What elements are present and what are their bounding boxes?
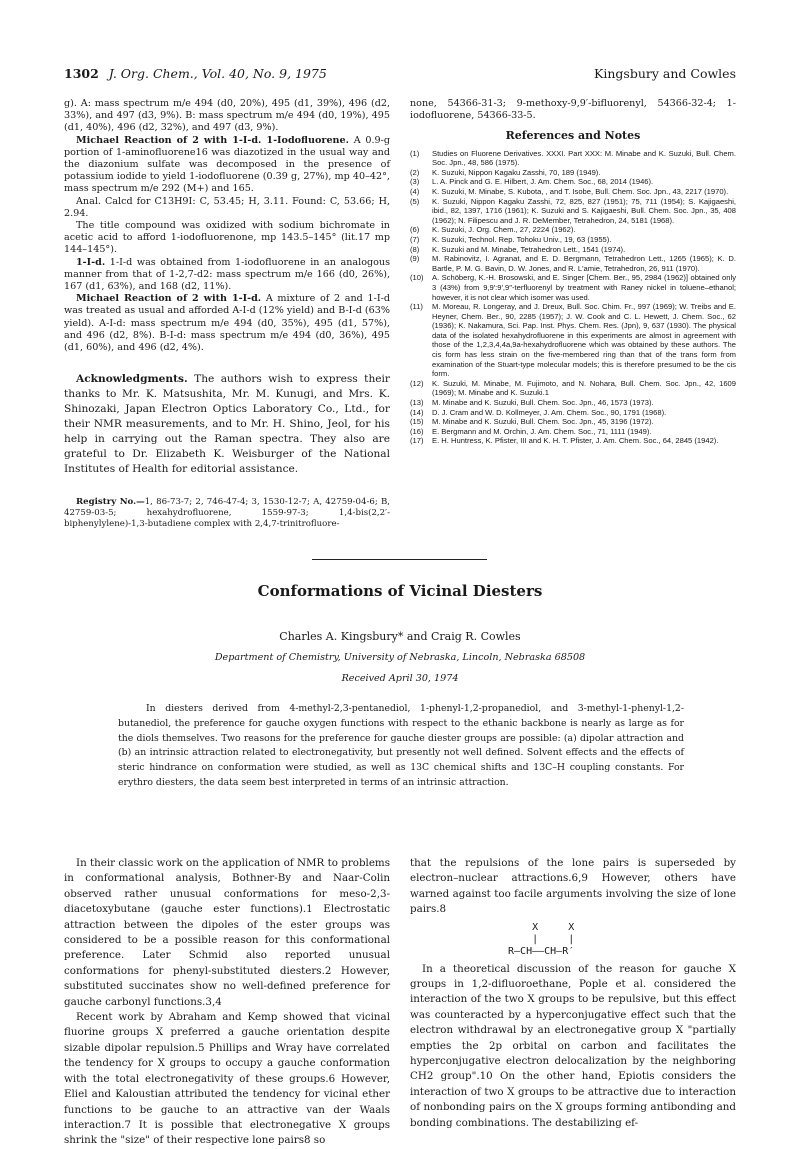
reference-number: (15) <box>410 417 424 427</box>
reference-item <box>410 417 736 427</box>
reference-text: L. A. Pinck and G. E. Hilbert, J. Am. Chem. Soc., 68, 2014 (1946). <box>432 177 654 187</box>
reference-item <box>410 398 736 408</box>
running-authors: Kingsbury and Cowles <box>594 66 736 81</box>
reference-item <box>410 408 736 418</box>
reference-number: (12) <box>410 378 424 388</box>
reference-item <box>410 254 736 273</box>
reference-number: (11) <box>410 302 423 312</box>
body-paragraph: Recent work by Abraham and Kemp showed that vicinal fluorine groups X preferred a gauche orientation despite sizable dipolar repulsion.5 Phillips and Wray have correlated the tendency for X groups to occupy a gauche conformation with the total electronegativity of these groups.6 However, Eliel and Kaloustian attributed the tendency for vicinal ether functions to be gauche to an attractive van der Waals interaction.7 It is possible that electronegative X groups shrink the "size" of their respective lone pairs8 so <box>64 1011 390 1147</box>
reference-item <box>410 225 736 235</box>
top-right-column <box>410 98 736 446</box>
reference-item <box>410 379 736 398</box>
running-header <box>64 66 736 86</box>
reference-text: D. J. Cram and W. D. Kollmeyer, J. Am. Chem. Soc., 90, 1791 (1968). <box>432 407 667 417</box>
acknowledgments: Acknowledgments. The authors wish to express their thanks to Mr. K. Matsushita, Mr. M. Kunugi, and Mrs. K. Shinozaki, Japan Electron Optics Laboratory Co., Ltd., for their NMR measurements, and to Mr. H. Shino, Jeol, for his help in carrying out the Raman spectra. They also are grateful to Dr. Elizabeth K. Weisburger of the National Institutes of Health for editorial assistance. <box>64 373 390 476</box>
deuterated-paragraph: 1-I-d. 1-I-d was obtained from 1-iodofluorene in an analogous manner from that of 1-2,7-d2: mass spectrum m/e 166 (d0, 26%), 167 (d1, 63%), and 168 (d2, 11%). <box>64 256 390 293</box>
body-paragraph: In their classic work on the application of NMR to problems in conformational analysis, Bothner-By and Naar-Colin observed rather unusual conformations for meso-2,3-diacetoxybutane (gauche ester functions).1 Electrostatic attraction between the dipoles of the ester groups was considered to be a possible reason for this conformational preference. Later Schmid also reported unusual conformations for phenyl-substituted diesters.2 However, substituted succinates show no well-defined preference for gauche carbonyl functions.3,4 <box>64 857 390 1008</box>
registry-continuation: none, 54366-31-3; 9-methoxy-9,9′-bifluorenyl, 54366-32-4; 1-iodofluorene, 54366-33-5. <box>410 98 736 122</box>
body-paragraph: that the repulsions of the lone pairs is superseded by electron–nuclear attractions.6,9 However, others have warned against too facile arguments involving the size of lone pairs.8 <box>410 857 736 916</box>
body-right-column <box>410 856 736 1131</box>
analysis-paragraph: Anal. Calcd for C13H9I: C, 53.45; H, 3.11. Found: C, 53.66; H, 2.94. <box>64 195 390 219</box>
registry-numbers: Registry No.—1, 86-73-7; 2, 746-47-4; 3, 1530-12-7; A, 42759-04-6; B, 42759-03-5; hexahydrofluorene, 1559-97-3; 1,4-bis(2,2′-biphenylylene)-1,3-butadiene complex with 2,4,7-trinitrofluore- <box>64 497 390 530</box>
reference-number: (7) <box>410 234 420 244</box>
top-left-column <box>64 98 390 530</box>
body-paragraph: In a theoretical discussion of the reason for gauche X groups in 1,2-difluoroethane, Pople et al. considered the interaction of the two X groups to be repulsive, but this effect was counteracted by a hyperconjugative effect such that the electron withdrawal by an electronegative group X "partially empties the 2p orbital on carbon and facilitates the hyperconjugative electron delocalization by the neighboring CH2 group".10 On the other hand, Epiotis considers the interaction of two X groups to be attractive due to interaction of nonbonding pairs on the X groups forming antibonding and bonding combinations. The destabilizing ef- <box>410 962 736 1129</box>
chemical-structure: X X | | R—CH——CH—R′ <box>508 921 575 957</box>
body-left-column <box>64 856 390 1149</box>
reference-number: (16) <box>410 426 424 436</box>
michael-reaction-paragraph: Michael Reaction of 2 with 1-I-d. A mixture of 2 and 1-I-d was treated as usual and afforded A-I-d (12% yield) and B-I-d (63% yield). A-I-d: mass spectrum m/e 494 (d0, 35%), 495 (d1, 57%), and 496 (d2, 8%). B-I-d: mass spectrum m/e 494 (d0, 36%), 495 (d1, 60%), and 496 (d2, 4%). <box>64 293 390 354</box>
affiliation: Department of Chemistry, University of Nebraska, Lincoln, Nebraska 68508 <box>214 652 586 663</box>
received-date: Received April 30, 1974 <box>341 673 459 684</box>
journal-citation: J. Org. Chem., Vol. 40, No. 9, 1975 <box>108 66 327 81</box>
reference-text: K. Suzuki, Nippon Kagaku Zasshi, 70, 189 (1949). <box>432 167 601 177</box>
reference-item <box>410 177 736 187</box>
section-divider <box>312 559 487 560</box>
reference-item <box>410 427 736 437</box>
reference-number: (17) <box>410 436 424 446</box>
oxidation-paragraph: The title compound was oxidized with sodium bichromate in acetic acid to afford 1-iodofluorenone, mp 143.5–145° (lit.17 mp 144–145°). <box>64 220 390 256</box>
reference-item <box>410 235 736 245</box>
reference-number: (8) <box>410 244 420 254</box>
reference-number: (14) <box>410 407 424 417</box>
references-heading: References and Notes <box>505 129 641 143</box>
reference-number: (10) <box>410 273 424 283</box>
reference-number: (6) <box>410 225 420 235</box>
spectrum-paragraph: g). A: mass spectrum m/e 494 (d0, 20%), 495 (d1, 39%), 496 (d2, 33%), and 497 (d3, 9%). B: mass spectrum m/e 494 (d0, 19%), 495 (d1, 40%), 496 (d2, 32%), and 497 (d3, 9%). <box>64 98 390 134</box>
article-title: Conformations of Vicinal Diesters <box>257 582 543 600</box>
section-heading: Michael Reaction of 2 with 1-I-d. 1-Iodofluorene. <box>76 134 349 146</box>
reference-item <box>410 302 736 379</box>
reference-item <box>410 187 736 197</box>
reference-number: (9) <box>410 254 420 264</box>
reference-item <box>410 273 736 302</box>
reference-number: (4) <box>410 186 420 196</box>
reference-number: (3) <box>410 177 420 187</box>
reference-text: M. Minabe and K. Suzuki, Bull. Chem. Soc. Jpn., 45, 3196 (1972). <box>432 417 654 427</box>
section-heading: Michael Reaction of 2 with 1-I-d. <box>76 293 262 305</box>
reference-item <box>410 436 736 446</box>
article-authors: Charles A. Kingsbury* and Craig R. Cowles <box>279 630 521 643</box>
section-heading: 1-I-d. <box>76 256 106 268</box>
reference-text: K. Suzuki, J. Org. Chem., 27, 2224 (1962). <box>432 225 576 235</box>
registry-heading: Registry No.— <box>76 497 145 508</box>
reference-text: K. Suzuki, M. Minabe, M. Fujimoto, and N. Nohara, Bull. Chem. Soc. Jpn., 42, 1609 (1969); M. Minabe and K. Suzuki.1 <box>432 378 736 398</box>
reference-number: (5) <box>410 196 420 206</box>
reference-item <box>410 168 736 178</box>
reference-text: E. H. Huntress, K. Pfister, III and K. H. T. Pfister, J. Am. Chem. Soc., 64, 2845 (1942). <box>432 436 719 446</box>
reference-number: (2) <box>410 167 420 177</box>
reference-item <box>410 149 736 168</box>
reference-text: A. Schöberg, K.-H. Brosowski, and E. Singer [Chem. Ber., 95, 2984 (1962)] obtained only 3 (43%) from 9,9′:9′,9″-terfluorenyl by treatment with Raney nickel in toluene–ethanol; however, it is not clear which isomer was used. <box>432 273 736 302</box>
reference-text: K. Suzuki, Technol. Rep. Tohoku Univ., 19, 63 (1955). <box>432 234 612 244</box>
reference-text: Studies on Fluorene Derivatives. XXXI. Part XXX: M. Minabe and K. Suzuki, Bull. Chem. Soc. Jpn., 48, 586 (1975). <box>432 148 736 168</box>
reference-text: K. Suzuki, M. Minabe, S. Kubota, , and T. Isobe, Bull. Chem. Soc. Jpn., 43, 2217 (1970). <box>432 186 729 196</box>
reference-item <box>410 245 736 255</box>
reference-number: (13) <box>410 398 424 408</box>
reference-number: (1) <box>410 148 420 158</box>
reference-text: M. Minabe and K. Suzuki, Bull. Chem. Soc. Jpn., 46, 1573 (1973). <box>432 398 654 408</box>
reference-text: M. Rabinovitz, I. Agranat, and E. D. Bergmann, Tetrahedron Lett., 1265 (1965); K. D. Bartle, P. M. G. Bavin, D. W. Jones, and R. L'amie, Tetrahedron, 26, 911 (1970). <box>432 254 736 273</box>
reference-text: M. Moreau, R. Longeray, and J. Dreux, Bull. Soc. Chim. Fr., 997 (1969); W. Treibs and E. Heyner, Chem. Ber., 90, 2285 (1957); J. W. Cook and C. L. Hewett, J. Chem. Soc., 62 (1936); K. Nakamura, Sci. Pap. Inst. Phys. Chem. Res. (Jpn), 9, 637 (1930). The physical data of the isolated hexahydrofluorene in this experiments are almost in agreement with those of the 1,2,3,4,4a,9a-hexahydrofluorene which was obtained by these authors. The cis form has less strain on the five-membered ring than that of the trans form from examination of the Stuart-type molecular models; this is therefore presumed to be the cis form. <box>432 302 736 379</box>
reference-item <box>410 197 736 226</box>
reference-list <box>410 149 736 446</box>
page-number: 1302 <box>64 66 99 81</box>
iodofluorene-paragraph: Michael Reaction of 2 with 1-I-d. 1-Iodofluorene. A 0.9-g portion of 1-aminofluorene16 was diazotized in the usual way and the diazonium sulfate was decomposed in the presence of potassium iodide to yield 1-iodofluorene (0.39 g, 27%), mp 40–42°, mass spectrum m/e 292 (M+) and 165. <box>64 134 390 195</box>
reference-text: E. Bergmann and M. Orchin, J. Am. Chem. Soc., 71, 1111 (1949). <box>432 426 652 436</box>
reference-text: K. Suzuki and M. Minabe, Tetrahedron Lett., 1541 (1974). <box>432 244 626 254</box>
reference-text: K. Suzuki, Nippon Kagaku Zasshi, 72, 825, 827 (1951); 75, 711 (1954); S. Kajigaeshi, ibid., 82, 1397, 1716 (1961); K. Suzuki and S. Kajigaeshi, Bull. Chem. Soc. Jpn., 35, 408 (1962); N. Filipescu and J. R. DeMember, Tetrahedron, 24, 5181 (1968). <box>432 196 736 225</box>
acknowledgments-heading: Acknowledgments. <box>76 373 188 386</box>
abstract: In diesters derived from 4-methyl-2,3-pentanediol, 1-phenyl-1,2-propanediol, and 3-methyl-1-phenyl-1,2-butanediol, the preference for gauche oxygen functions with respect to the ethanic backbone is nearly as large as for the diols themselves. Two reasons for the preference for gauche diester groups are possible: (a) dipolar attraction and (b) an intrinsic attraction related to electronegativity, but presently not well defined. Solvent effects and the effects of steric hindrance on conformation were studied, as well as 13C chemical shifts and 13C–H coupling constants. For erythro diesters, the data seem best interpreted in terms of an intrinsic attraction. <box>118 703 684 788</box>
